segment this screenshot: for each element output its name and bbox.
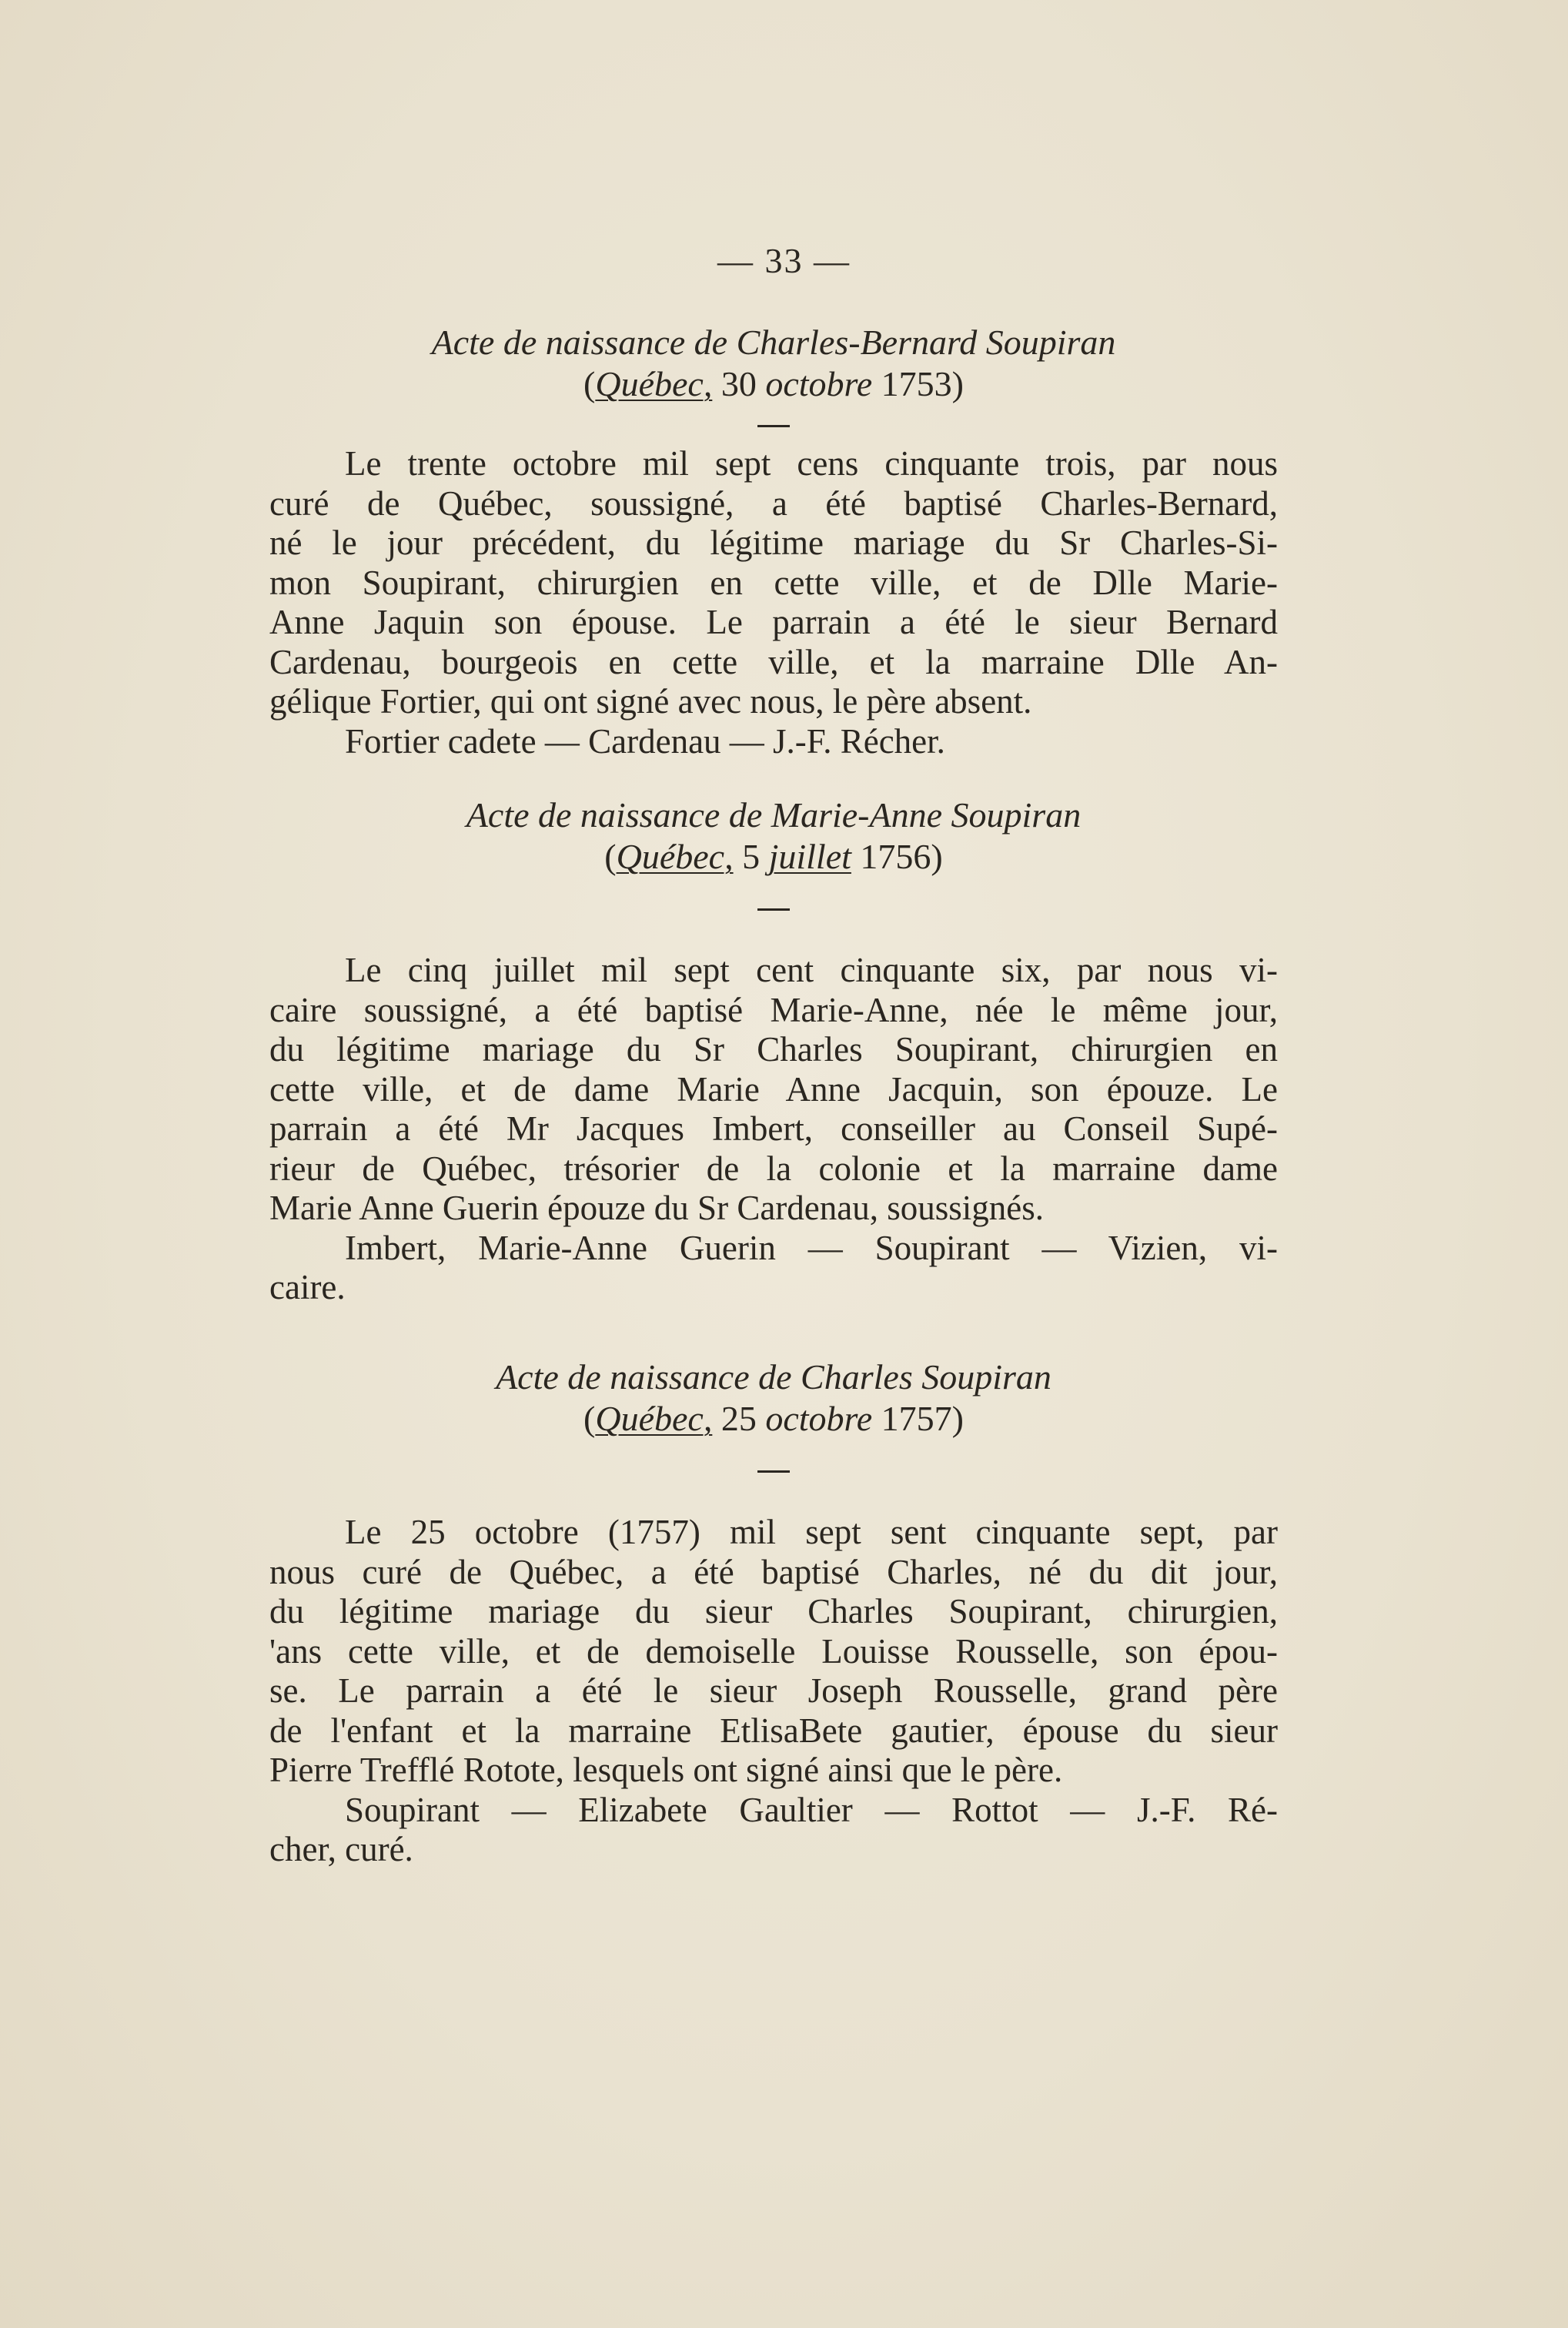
heading-place: Québec,: [595, 1399, 713, 1438]
body-line: Anne Jaquin son épouse. Le parrain a été le sieur Bernard: [269, 603, 1278, 641]
body-line: mon Soupirant, chirurgien en cette ville, et de Dlle Marie-: [269, 563, 1278, 602]
heading-place: Québec,: [616, 837, 734, 876]
body-line: curé de Québec, soussigné, a été baptisé Charles-Bernard,: [269, 483, 1278, 523]
section-2-heading: [269, 794, 1278, 878]
body-line: cette ville, et de dame Marie Anne Jacquin, son épouze. Le: [269, 1069, 1278, 1109]
heading-day: 25: [712, 1399, 766, 1438]
heading-day: 5: [733, 837, 769, 876]
body-line: se. Le parrain a été le sieur Joseph Rousselle, grand père: [269, 1671, 1278, 1710]
section-3: [269, 1356, 1278, 1870]
body-line: Cardenau, bourgeois en cette ville, et la marraine Dlle An-: [269, 642, 1278, 681]
heading-paren: (: [583, 364, 596, 403]
heading-paren: (: [583, 1399, 596, 1438]
signatures: Soupirant — Elizabete Gaultier — Rottot — J.-F. Ré-: [345, 1790, 1278, 1829]
body-line: rieur de Québec, trésorier de la colonie et la marraine dame: [269, 1149, 1278, 1188]
body-line: parrain a été Mr Jacques Imbert, conseiller au Conseil Supé-: [269, 1109, 1278, 1148]
signatures: Fortier cadete — Cardenau — J.-F. Récher.: [345, 721, 945, 761]
body-line: Pierre Trefflé Rotote, lesquels ont signé ainsi que le père.: [269, 1751, 1063, 1789]
separator-rule: [757, 908, 790, 911]
signatures: cher, curé.: [269, 1830, 413, 1868]
section-2: [269, 794, 1278, 1308]
heading-name: Marie-Anne Soupiran: [771, 795, 1082, 835]
body-line: Le 25 octobre (1757) mil sept sent cinquante sept, par: [345, 1513, 1278, 1551]
body-line: Le cinq juillet mil sept cent cinquante six, par nous vi-: [345, 951, 1278, 989]
body-line: né le jour précédent, du légitime mariage du Sr Charles-Si-: [269, 523, 1278, 562]
section-1-heading: [269, 322, 1278, 405]
signatures: caire.: [269, 1268, 346, 1306]
section-3-heading: [269, 1356, 1278, 1440]
body-line: caire soussigné, a été baptisé Marie-Anne, née le même jour,: [269, 990, 1278, 1029]
heading-day: 30: [712, 364, 766, 403]
body-line: 'ans cette ville, et de demoiselle Louisse Rousselle, son épou-: [269, 1631, 1278, 1671]
separator-rule: [757, 1470, 790, 1473]
page-number: — 33 —: [717, 241, 851, 280]
heading-text: Acte de naissance de: [466, 795, 771, 835]
heading-paren: (: [604, 837, 617, 876]
body-line: nous curé de Québec, a été baptisé Charles, né du dit jour,: [269, 1552, 1278, 1591]
section-3-body: [269, 1513, 1278, 1870]
body-line: Marie Anne Guerin épouze du Sr Cardenau, soussignés.: [269, 1189, 1045, 1227]
heading-year: 1756): [851, 837, 943, 876]
heading-text: Acte de naissance de: [431, 323, 737, 362]
heading-place: Québec,: [595, 364, 713, 403]
signatures: Imbert, Marie-Anne Guerin — Soupirant — Vizien, vi-: [345, 1228, 1278, 1267]
heading-month: octobre: [765, 1399, 873, 1438]
body-line: du légitime mariage du sieur Charles Soupirant, chirurgien,: [269, 1592, 1278, 1631]
heading-name: Charles Soupiran: [801, 1357, 1051, 1396]
separator-rule: [757, 425, 790, 427]
heading-text: Acte de naissance de: [496, 1357, 801, 1396]
heading-year: 1753): [872, 364, 964, 403]
body-line: gélique Fortier, qui ont signé avec nous, le père absent.: [269, 682, 1032, 721]
heading-month: octobre: [765, 364, 873, 403]
heading-month: juillet: [768, 837, 851, 876]
section-2-body: [269, 951, 1278, 1308]
section-1-body: [269, 444, 1278, 761]
body-line: Le trente octobre mil sept cens cinquante trois, par nous: [345, 444, 1278, 483]
body-line: du légitime mariage du Sr Charles Soupirant, chirurgien en: [269, 1030, 1278, 1069]
heading-name: Charles-Bernard Soupiran: [736, 323, 1116, 362]
body-line: de l'enfant et la marraine EtlisaBete gautier, épouse du sieur: [269, 1711, 1278, 1750]
section-1: [269, 322, 1278, 761]
heading-year: 1757): [872, 1399, 964, 1438]
